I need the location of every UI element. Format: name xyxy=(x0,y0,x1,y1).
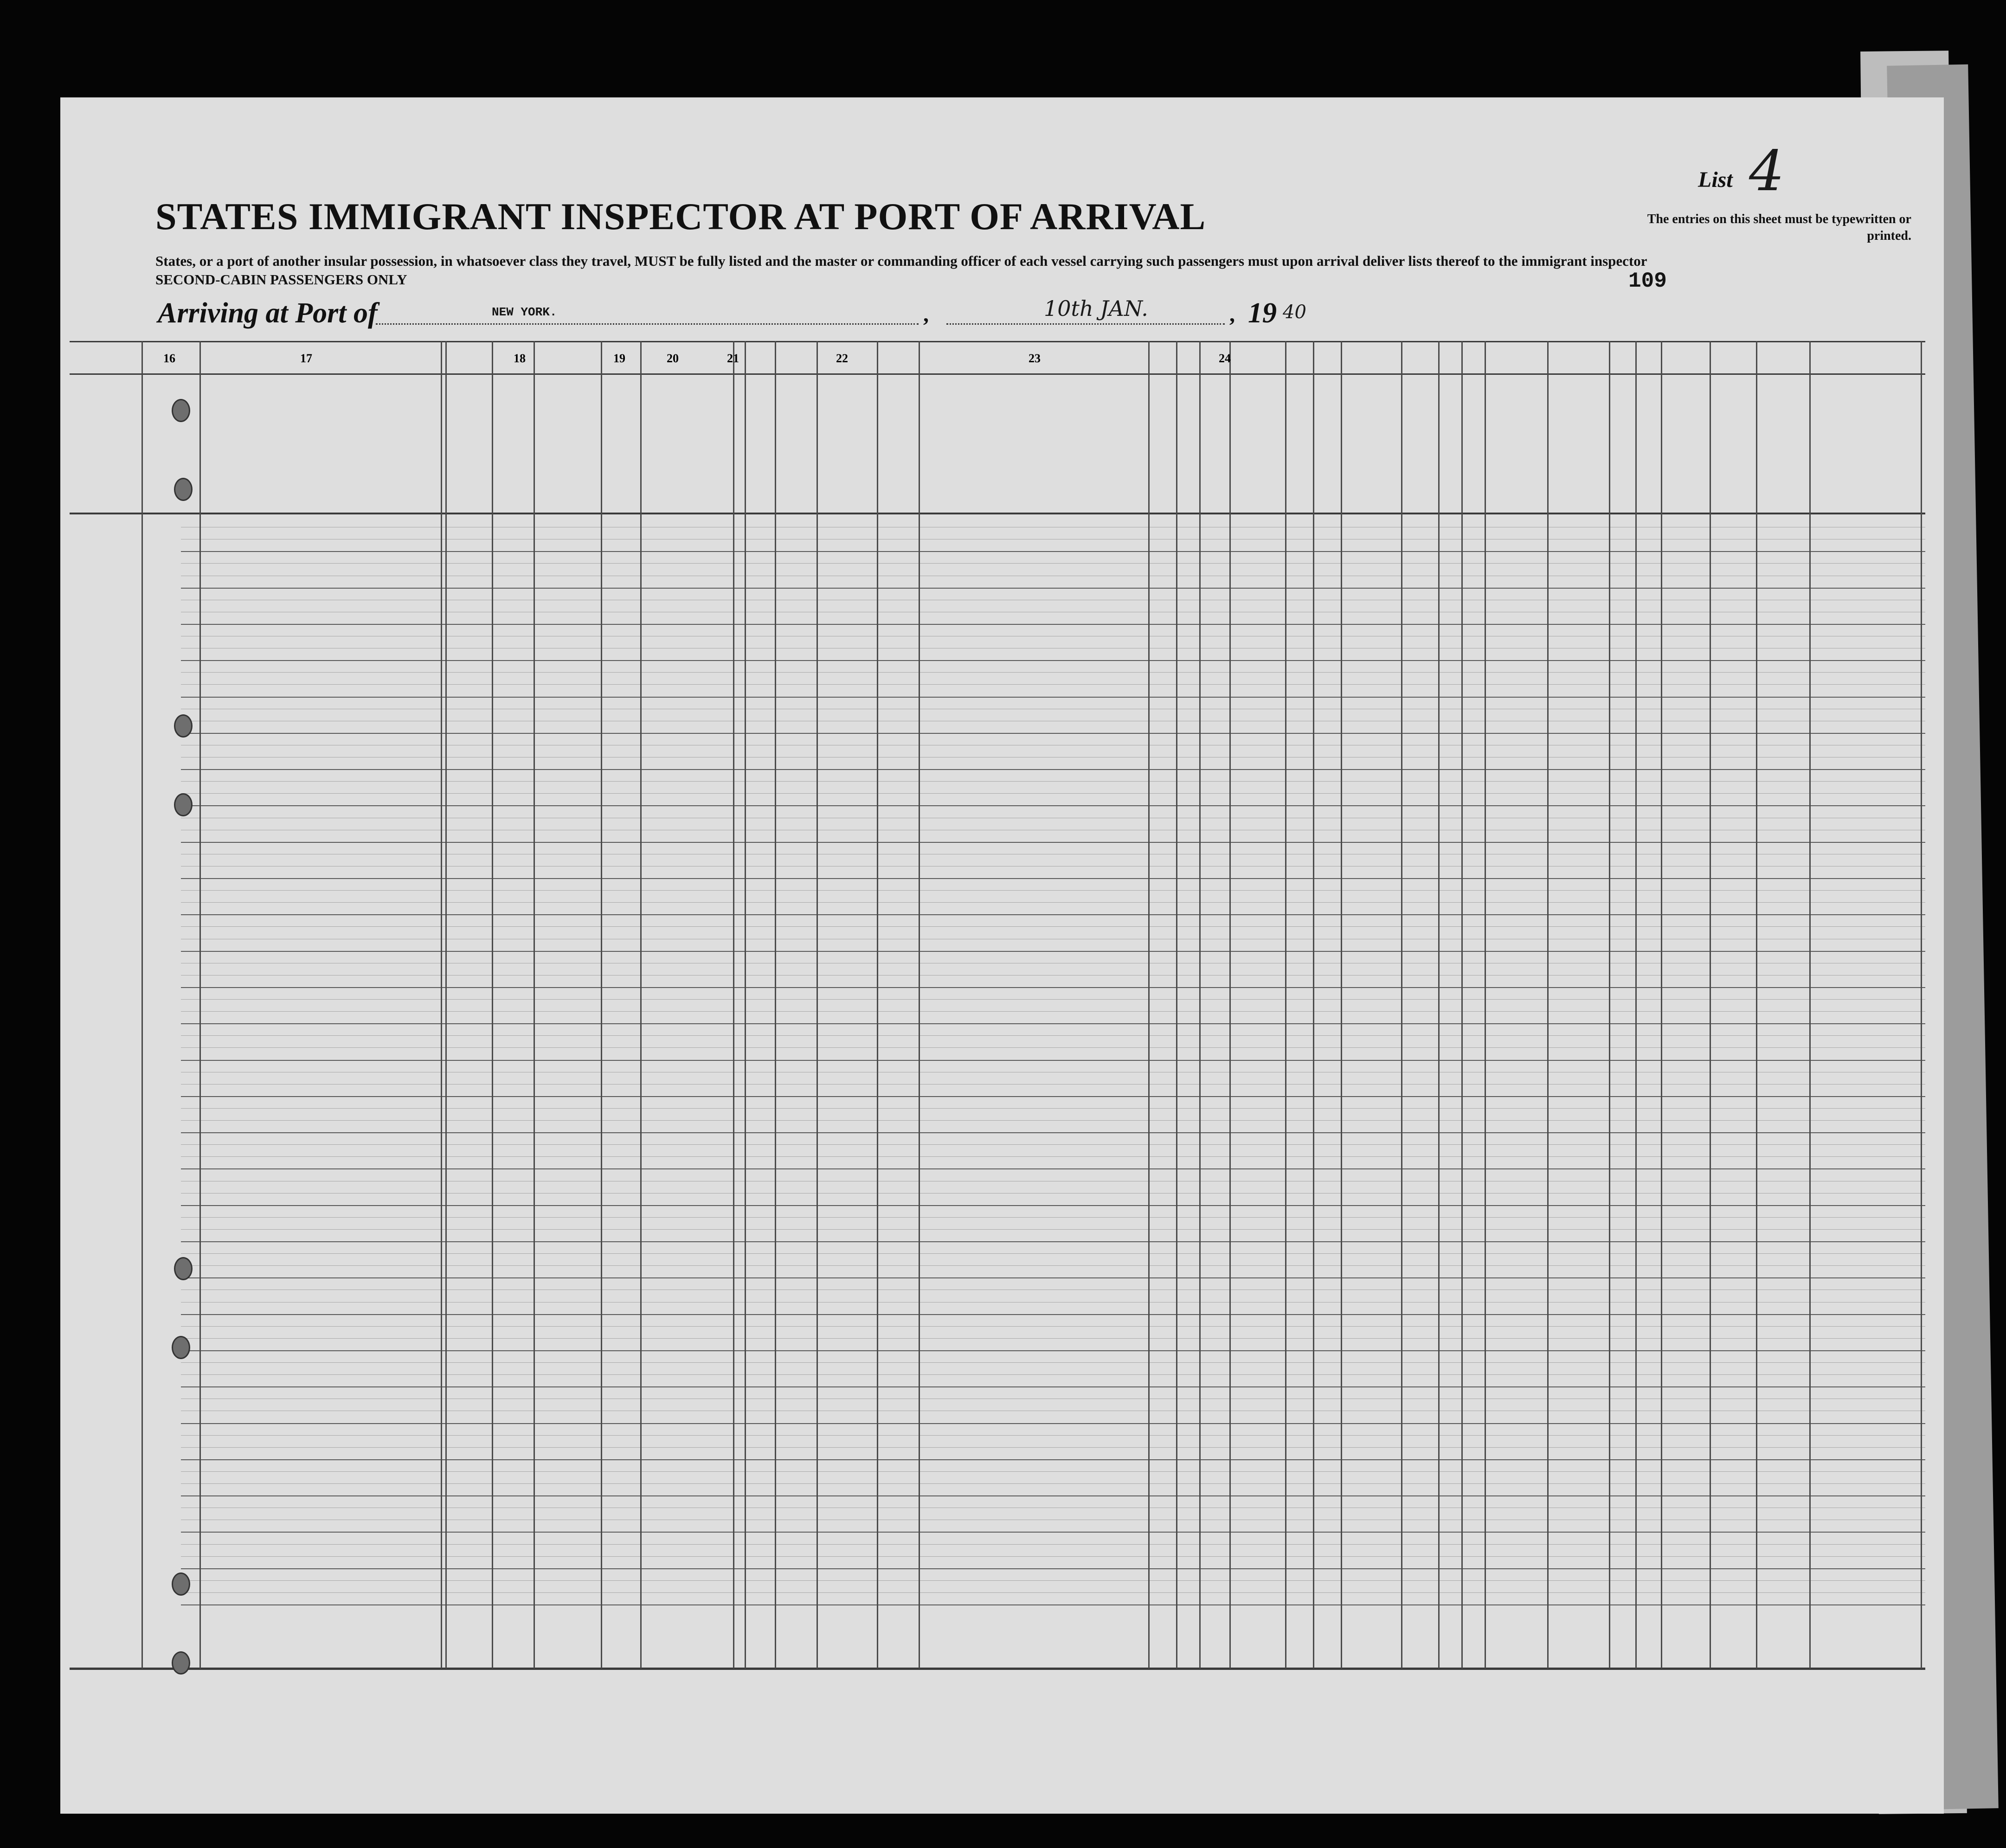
row-rule xyxy=(181,1047,1925,1048)
column-rule xyxy=(1313,341,1314,1668)
row-rule xyxy=(181,1060,1925,1061)
row-rule xyxy=(181,684,1925,685)
row-rule xyxy=(181,769,1925,770)
row-rule xyxy=(181,1350,1925,1351)
row-rule xyxy=(181,842,1925,843)
table-bottom-rule xyxy=(70,1668,1925,1670)
row-rule xyxy=(181,1144,1925,1145)
column-number: 23 xyxy=(1029,352,1041,365)
column-rule xyxy=(492,341,493,1668)
column-rule xyxy=(775,341,776,1668)
row-rule xyxy=(181,1205,1925,1206)
column-rule xyxy=(877,341,878,1668)
row-rule xyxy=(181,890,1925,891)
row-rule xyxy=(181,672,1925,673)
row-rule xyxy=(181,1471,1925,1472)
row-rule xyxy=(181,1326,1925,1327)
column-rule xyxy=(141,341,143,1668)
row-rule xyxy=(181,1156,1925,1157)
port-value: NEW YORK. xyxy=(492,305,557,319)
column-rule xyxy=(1809,341,1811,1668)
list-number: 4 xyxy=(1749,139,1785,204)
date-line xyxy=(946,323,1225,325)
binder-hole xyxy=(174,793,193,816)
row-rule xyxy=(181,1193,1925,1194)
row-rule xyxy=(181,926,1925,927)
row-rule xyxy=(181,1168,1925,1169)
column-rule xyxy=(1609,341,1610,1668)
row-rule xyxy=(181,1568,1925,1569)
form-class: SECOND-CABIN PASSENGERS ONLY xyxy=(155,271,407,288)
row-rule xyxy=(181,1580,1925,1581)
row-rule xyxy=(181,1592,1925,1593)
column-rule xyxy=(1661,341,1662,1668)
column-rule xyxy=(1176,341,1177,1668)
row-rule xyxy=(181,624,1925,625)
manifest-page xyxy=(60,97,1944,1814)
binder-hole xyxy=(172,1572,190,1596)
header-bottom-rule xyxy=(70,513,1925,514)
column-rule xyxy=(601,341,602,1668)
row-rule xyxy=(181,1447,1925,1448)
row-rule xyxy=(181,588,1925,589)
binder-hole xyxy=(172,1651,190,1675)
row-rule xyxy=(181,733,1925,734)
column-rule xyxy=(1921,341,1922,1668)
column-rule xyxy=(534,341,535,1668)
list-label: List xyxy=(1698,167,1733,192)
column-rule xyxy=(1485,341,1486,1668)
column-number: 17 xyxy=(300,352,312,365)
year-prefix: 19 xyxy=(1248,297,1277,329)
row-rule xyxy=(181,914,1925,915)
binder-hole xyxy=(174,714,193,738)
column-rule xyxy=(445,341,447,1668)
row-rule xyxy=(181,1277,1925,1278)
column-rule xyxy=(1285,341,1286,1668)
row-rule xyxy=(181,1132,1925,1133)
row-rule xyxy=(181,987,1925,988)
date-comma: , xyxy=(1229,302,1235,327)
row-rule xyxy=(181,1532,1925,1533)
column-rule xyxy=(745,341,746,1668)
row-rule xyxy=(181,1386,1925,1387)
binder-hole xyxy=(174,1257,193,1280)
row-rule xyxy=(181,1544,1925,1545)
column-rule xyxy=(733,341,734,1668)
binder-hole xyxy=(174,478,193,501)
date-value: 10th JAN. xyxy=(1044,296,1148,321)
column-rule xyxy=(1547,341,1549,1668)
column-rule xyxy=(441,341,442,1668)
column-number: 19 xyxy=(613,352,625,365)
column-number: 24 xyxy=(1219,352,1231,365)
row-rule xyxy=(181,1265,1925,1266)
column-number: 20 xyxy=(667,352,679,365)
column-number: 18 xyxy=(514,352,526,365)
row-rule xyxy=(181,781,1925,782)
row-rule xyxy=(181,660,1925,661)
row-rule xyxy=(181,1120,1925,1121)
row-rule xyxy=(181,878,1925,879)
row-rule xyxy=(181,1253,1925,1254)
column-number: 21 xyxy=(727,352,739,365)
column-rule xyxy=(1756,341,1757,1668)
column-rule xyxy=(1341,341,1342,1668)
column-rule xyxy=(1148,341,1150,1668)
row-rule xyxy=(181,1362,1925,1363)
row-rule xyxy=(181,1217,1925,1218)
column-number-rule xyxy=(70,373,1925,375)
sheet-number: 109 xyxy=(1628,269,1667,293)
row-rule xyxy=(181,551,1925,552)
column-rule xyxy=(1199,341,1201,1668)
column-rule xyxy=(199,341,201,1668)
port-line xyxy=(376,323,919,325)
row-rule xyxy=(181,563,1925,564)
row-rule xyxy=(181,1302,1925,1303)
row-rule xyxy=(181,1483,1925,1484)
column-rule xyxy=(1710,341,1711,1668)
row-rule xyxy=(181,805,1925,806)
column-rule xyxy=(1438,341,1440,1668)
row-rule xyxy=(181,1495,1925,1496)
row-rule xyxy=(181,1011,1925,1012)
year-suffix: 40 xyxy=(1283,302,1306,323)
row-rule xyxy=(181,697,1925,698)
column-rule xyxy=(1635,341,1637,1668)
column-rule xyxy=(919,341,920,1668)
row-rule xyxy=(181,1023,1925,1024)
row-rule xyxy=(181,1604,1925,1605)
row-rule xyxy=(181,1338,1925,1339)
row-rule xyxy=(181,1096,1925,1097)
typewritten-note: The entries on this sheet must be typewritten or printed. xyxy=(1647,212,1911,244)
binder-hole xyxy=(172,399,190,422)
row-rule xyxy=(181,1374,1925,1375)
column-number: 16 xyxy=(163,352,175,365)
row-rule xyxy=(181,1241,1925,1242)
row-rule xyxy=(181,1459,1925,1460)
arriving-label: Arriving at Port of xyxy=(158,297,378,329)
table-top-rule xyxy=(70,341,1925,342)
row-rule xyxy=(181,1423,1925,1424)
column-rule xyxy=(640,341,642,1668)
row-rule xyxy=(181,1229,1925,1230)
row-rule xyxy=(181,793,1925,794)
form-title: STATES IMMIGRANT INSPECTOR AT PORT OF ARRIVAL xyxy=(155,195,1206,237)
form-instructions: States, or a port of another insular possession, in whatsoever class they travel, MUST be fully listed and the master or commanding officer of each vessel carrying such passengers must upon arrival deliver lists thereof to the immigrant inspector xyxy=(155,253,1647,269)
column-rule xyxy=(1229,341,1231,1668)
binder-hole xyxy=(172,1336,190,1359)
column-rule xyxy=(1401,341,1402,1668)
row-rule xyxy=(181,1108,1925,1109)
row-rule xyxy=(181,1556,1925,1557)
column-rule xyxy=(817,341,818,1668)
column-number: 22 xyxy=(836,352,848,365)
row-rule xyxy=(181,902,1925,903)
column-rule xyxy=(1461,341,1463,1668)
row-rule xyxy=(181,1314,1925,1315)
row-rule xyxy=(181,999,1925,1000)
port-comma: , xyxy=(923,302,929,327)
row-rule xyxy=(181,1035,1925,1036)
row-rule xyxy=(181,1435,1925,1436)
row-rule xyxy=(181,951,1925,952)
